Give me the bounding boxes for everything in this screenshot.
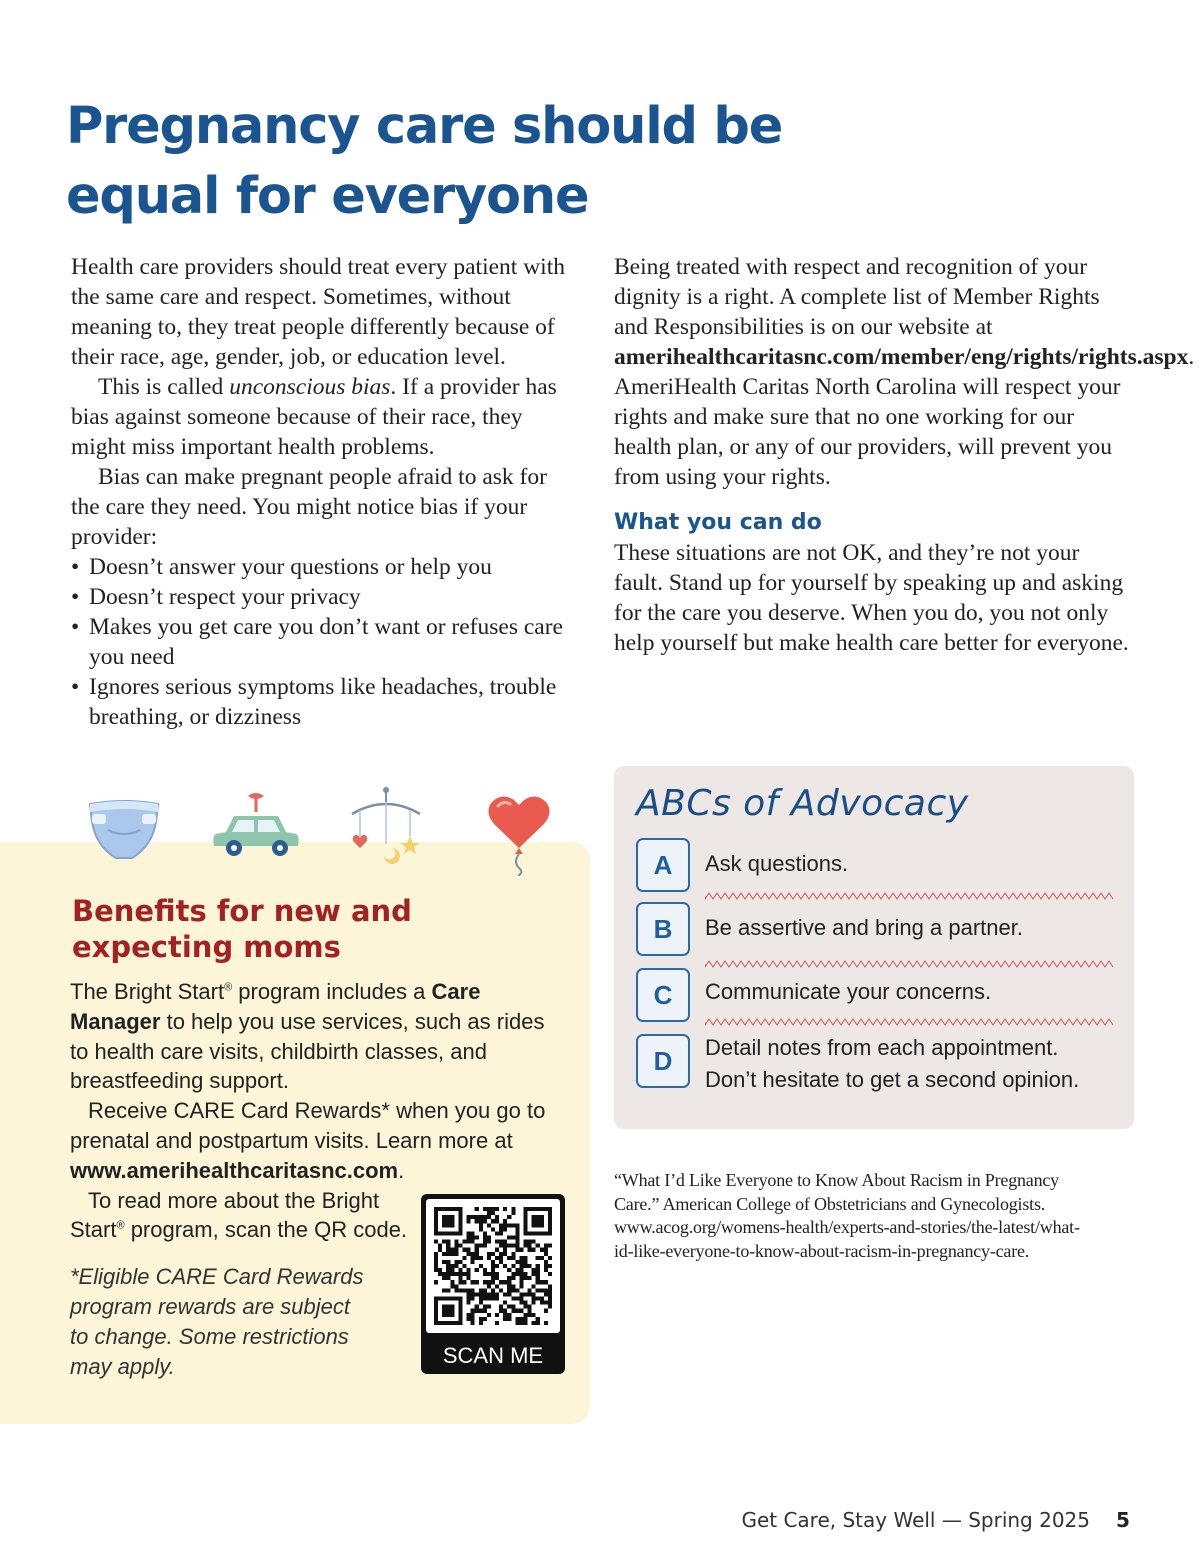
toy-car-icon — [210, 790, 302, 862]
footer-publication: Get Care, Stay Well — Spring 2025 — [741, 1508, 1090, 1532]
divider-zigzag — [705, 960, 1115, 968]
rights-link[interactable]: amerihealthcaritasnc.com/member/eng/rights/rights.aspx — [614, 344, 1189, 370]
abc-text-d: Detail notes from each appointment. Don’t hesitate to get a second opinion. — [705, 1035, 1080, 1092]
qr-code-icon[interactable] — [434, 1207, 552, 1325]
what-you-can-do-paragraph: These situations are not OK, and they’re not your fault. Stand up for yourself by speaking up and asking for the care you deserve. When you do, you not only help yourself but make health care better for everyone. — [614, 540, 1129, 656]
abc-text-c: Communicate your concerns. — [705, 979, 992, 1004]
page-title-line-2: equal for everyone — [66, 167, 589, 226]
benefits-title: Benefits for new and expecting moms — [72, 894, 412, 964]
list-item: • Doesn’t respect your privacy — [89, 582, 581, 612]
bias-signs-list — [71, 552, 581, 732]
list-item: • Doesn’t answer your questions or help you — [89, 552, 581, 582]
bright-start-paragraph: The Bright Start® program includes a Care Manager to help you use services, such as rides to health care visits, childbirth classes, and breastfeeding support. — [70, 979, 545, 1094]
what-you-can-do-heading: What you can do — [614, 510, 822, 535]
right-column — [614, 252, 1195, 658]
amerihealth-website-link[interactable]: www.amerihealthcaritasnc.com — [70, 1157, 399, 1183]
left-column — [71, 252, 581, 732]
abc-letter-c: C — [636, 968, 690, 1022]
diaper-icon — [86, 796, 162, 862]
list-item: • Ignores serious symptoms like headaches, trouble breathing, or dizziness — [89, 672, 581, 732]
intro-paragraph: Health care providers should treat every patient with the same care and respect. Sometimes, without meaning to, they treat people differently because of their race, age, gender, job, or education level. — [71, 254, 565, 370]
bias-paragraph: This is called unconscious bias. If a provider has bias against someone because of their race, they might miss important health problems. — [71, 374, 557, 460]
heart-balloon-icon — [484, 792, 554, 876]
unconscious-bias-term: unconscious bias — [229, 374, 391, 400]
page-number: 5 — [1116, 1508, 1130, 1532]
rewards-disclaimer: *Eligible CARE Card Rewards program rewards are subject to change. Some restrictions may apply. — [70, 1264, 364, 1379]
baby-mobile-icon — [346, 786, 426, 866]
page-title — [66, 92, 826, 232]
citation: “What I’d Like Everyone to Know About Racism in Pregnancy Care.” American College of Obstetricians and Gynecologists. www.acog.org/womens-health/experts-and-stories/the-latest/what-id-like-everyone-to-know-about-racism-in-pregnancy-care. — [614, 1170, 1080, 1261]
abc-letter-b: B — [636, 902, 690, 956]
rewards-paragraph: Receive CARE Card Rewards* when you go to prenatal and postpartum visits. Learn more at www.amerihealthcaritasnc.com. — [70, 1098, 546, 1183]
qr-paragraph: To read more about the Bright Start® program, scan the QR code. — [70, 1187, 408, 1243]
divider-zigzag — [705, 892, 1115, 900]
abc-letter-a: A — [636, 838, 690, 892]
abc-text-a: Ask questions. — [705, 851, 849, 876]
abc-letter-d: D — [636, 1034, 690, 1088]
page-title-line-1: Pregnancy care should be — [66, 97, 783, 156]
list-item: • Makes you get care you don’t want or refuses care you need — [89, 612, 581, 672]
abc-advocacy-title: ABCs of Advocacy — [636, 783, 969, 824]
abc-text-b: Be assertive and bring a partner. — [705, 915, 1023, 940]
rights-paragraph: Being treated with respect and recognition of your dignity is a right. A complete list of Member Rights and Responsibilities is on our website at amerihealthcaritasnc.com/member/eng/rights/rights.aspx. AmeriHealth Caritas North Carolina will respect your rights and make sure that no one working for our health plan, or any of our providers, will prevent you from using your rights. — [614, 254, 1195, 490]
divider-zigzag — [705, 1018, 1115, 1026]
care-manager-term: Care Manager — [70, 979, 481, 1034]
notice-bias-paragraph: Bias can make pregnant people afraid to ask for the care they need. You might notice bias if your provider: — [71, 464, 547, 550]
scan-me-label: SCAN ME — [442, 1343, 544, 1368]
